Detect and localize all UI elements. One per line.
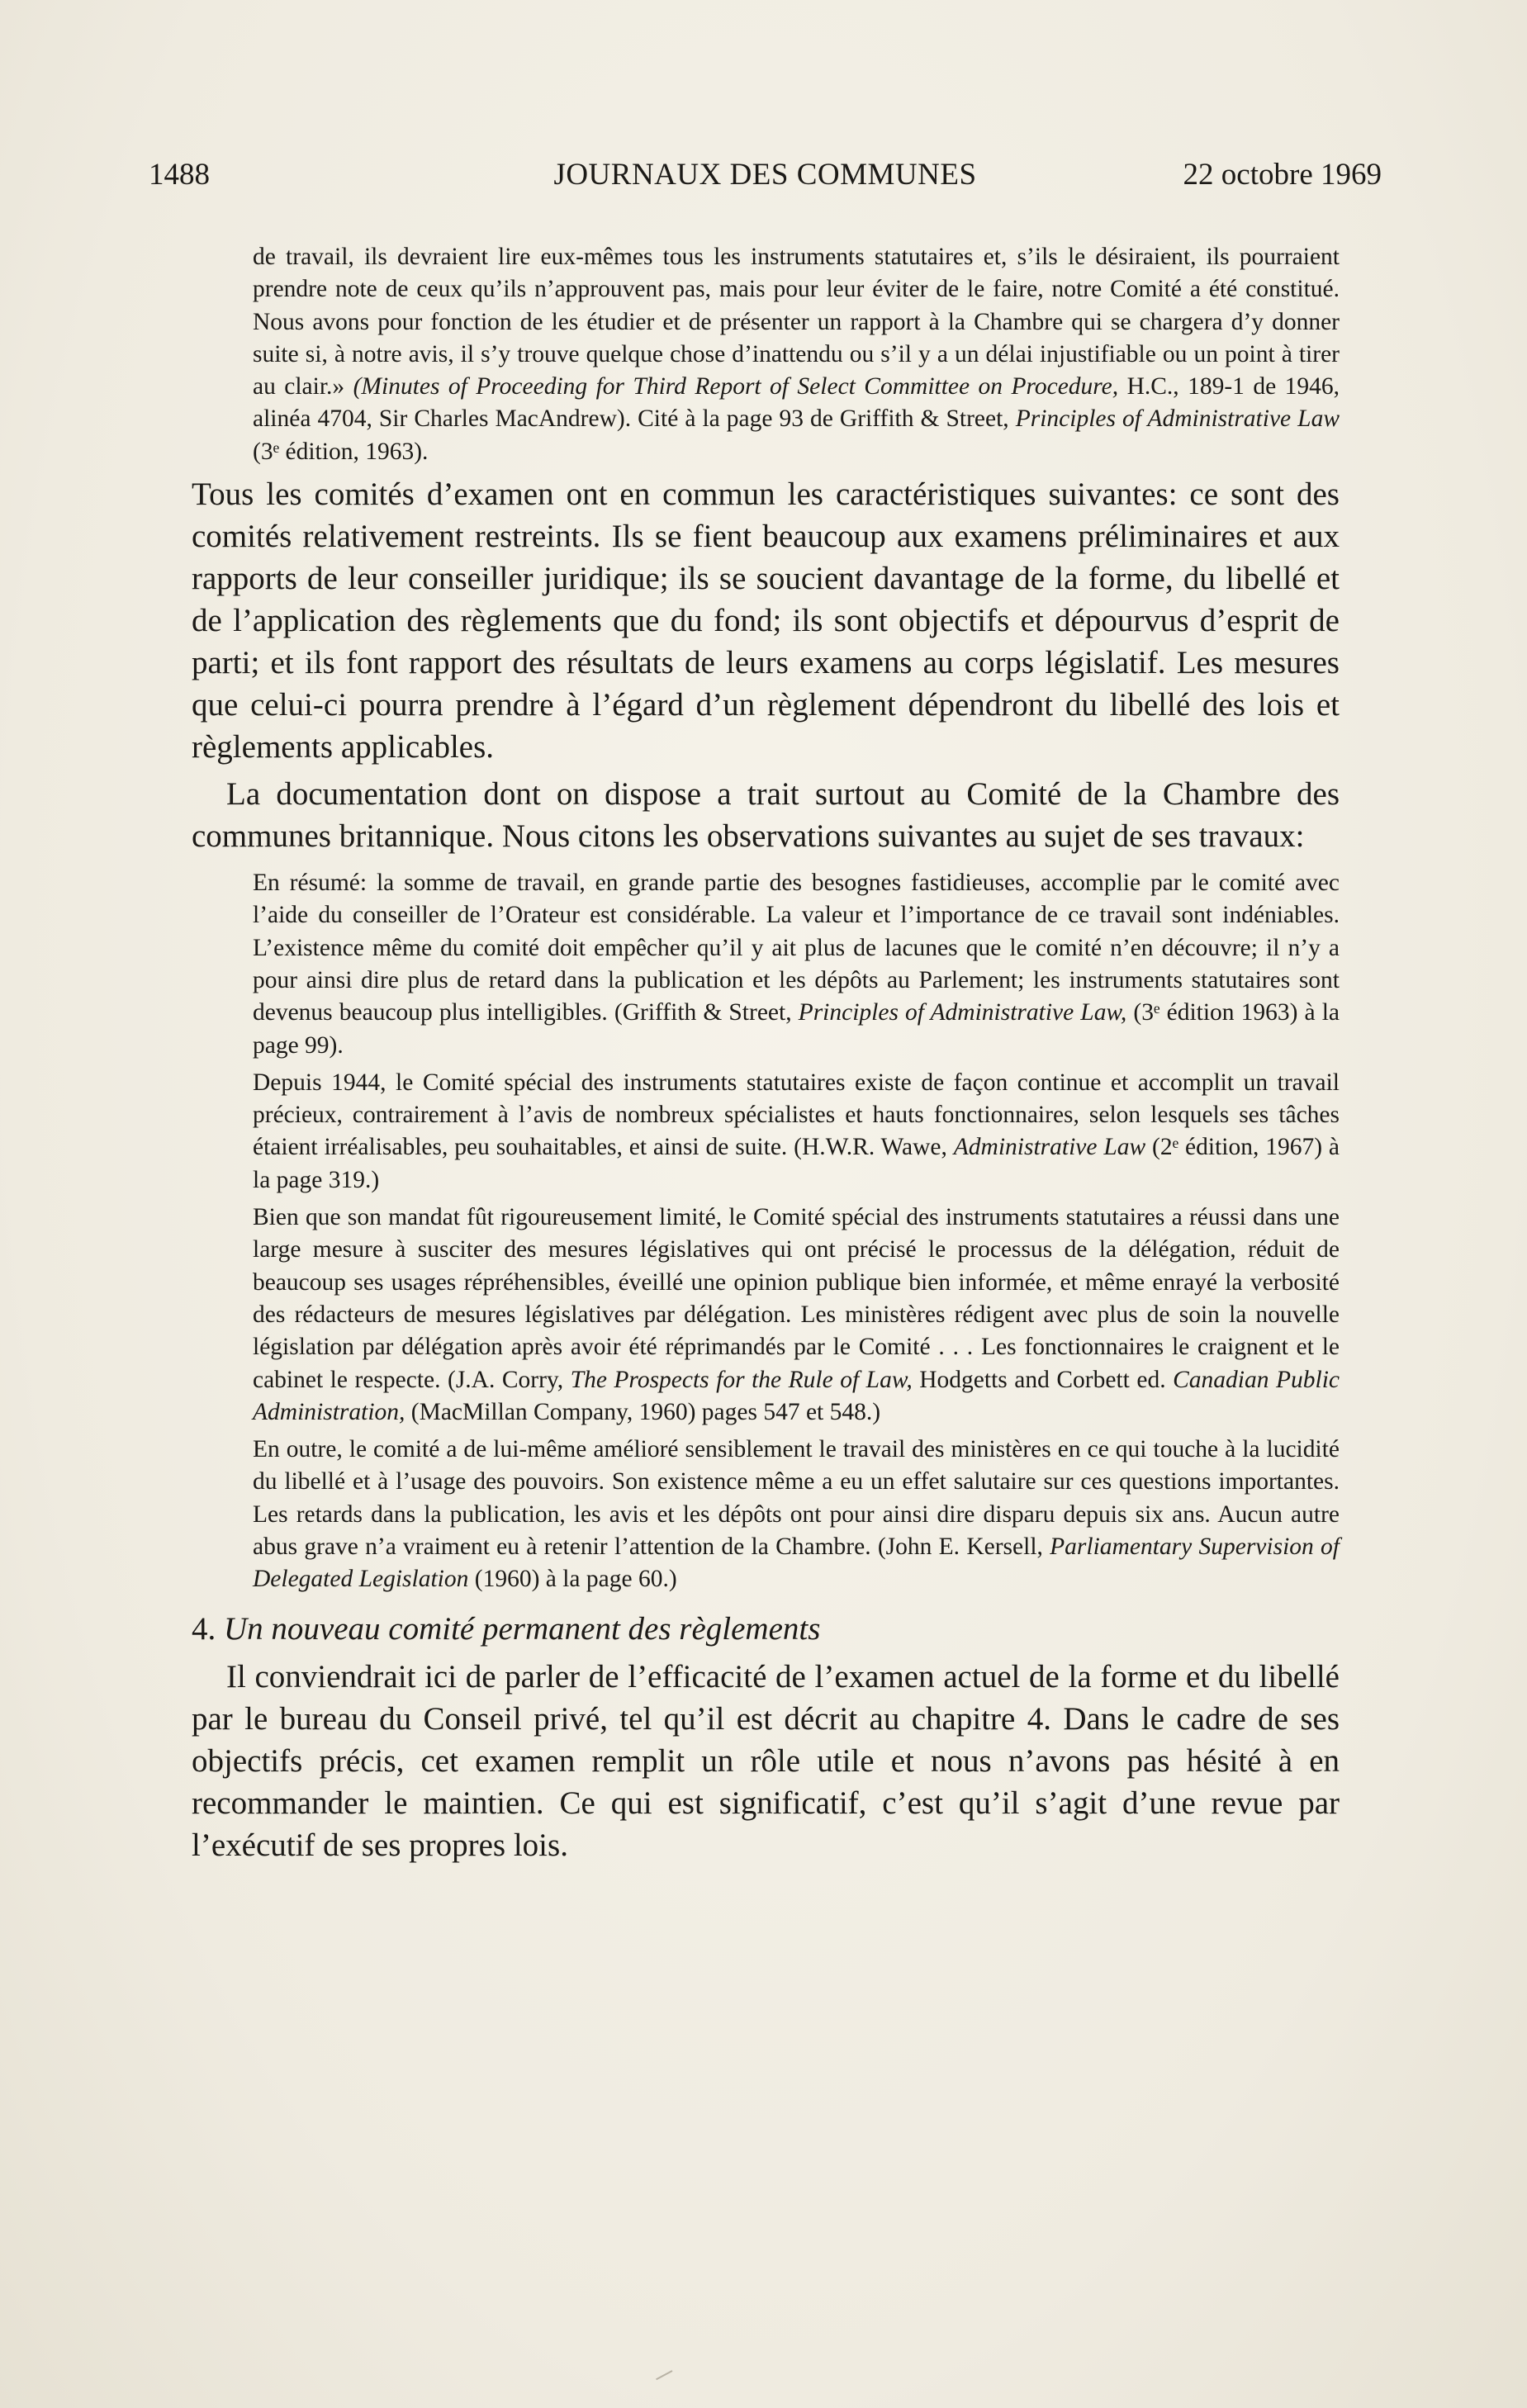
quote-3-italic-1: The Prospects for the Rule of Law, bbox=[570, 1366, 913, 1393]
quote-2 bbox=[253, 1067, 1340, 1197]
quote-1-italic: Principles of Administrative Law, bbox=[798, 999, 1127, 1026]
quote-4-text: En outre, le comité a de lui-même amélioré sensiblement le travail des ministères en ce qui touche à la lucidité du libellé et à l’usage des pouvoirs. Son existence même a eu un effet salutaire sur ces questions importantes. Les retards dans la publication, les avis et les dépôts ont pour ainsi dire disparu depuis six ans. Aucun autre abus grave n’a vraiment eu à retenir l’attention de la Chambre. (John E. Kersell, bbox=[253, 1436, 1340, 1561]
quote-intro-cite2-rest: (3ᵉ édition, 1963). bbox=[253, 438, 429, 465]
paragraph-3: Il conviendrait ici de parler de l’efficacité de l’examen actuel de la forme et du libellé par le bureau du Conseil privé, tel qu’il est décrit au chapitre 4. Dans le cadre de ses objectifs précis, cet examen remplit un rôle utile et nous n’avons pas hésité à en recommander le maintien. Ce qui est significatif, c’est qu’il s’agit d’une revue par l’exécutif de ses propres lois. bbox=[192, 1658, 1340, 1863]
quote-2-italic: Administrative Law bbox=[953, 1134, 1146, 1161]
quote-1 bbox=[253, 867, 1340, 1062]
quote-intro-cite1-italic: (Minutes of Proceeding for Third Report of Select Committee on Procedure, bbox=[353, 373, 1119, 401]
quote-3-italic-2: Canadian Public Administration, bbox=[253, 1366, 1340, 1425]
quote-3-rest: (MacMillan Company, 1960) pages 547 et 548.) bbox=[405, 1398, 881, 1425]
journal-title: JOURNAUX DES COMMUNES bbox=[553, 158, 977, 192]
quote-3 bbox=[253, 1202, 1340, 1429]
page-header bbox=[149, 157, 1382, 198]
quote-intro-text: de travail, ils devraient lire eux-mêmes tous les instruments statutaires et, s’ils le désiraient, ils pourraient prendre note de ceux qu’ils n’approuvent pas, mais pour leur éviter de le faire, notre Comité a été constitué. Nous avons pour fonction de les étudier et de présenter un rapport à la Chambre qui se chargera d’y donner suite si, à notre avis, il s’y trouve quelque chose d’inattendu ou s’il y a un délai injustifiable ou un point à tirer au clair.» bbox=[253, 244, 1340, 401]
quote-4 bbox=[253, 1434, 1340, 1595]
quote-2-rest: (2ᵉ édition, 1967) à la page 319.) bbox=[253, 1134, 1340, 1193]
quote-3-text: Bien que son mandat fût rigoureusement limité, le Comité spécial des instruments statutaires a réussi dans une large mesure à susciter des mesures législatives qui ont précisé le processus de la délégation, réduit de beaucoup ses usages répréhensibles, éveillé une opinion publique bien informée, et même enrayé la verbosité des rédacteurs de mesures législatives par délégation. Les ministères rédigent avec plus de soin la nouvelle législation par délégation après avoir été réprimandés par le Comité . . . Les fonctionnaires le craignent et le cabinet le respecte. (J.A. Corry, bbox=[253, 1204, 1340, 1393]
quote-2-text: Depuis 1944, le Comité spécial des instruments statutaires existe de façon continue et accomplit un travail précieux, contrairement à l’avis de nombreux spécialistes et hauts fonctionnaires, selon lesquels ses tâches étaient irréalisables, peu souhaitables, et ainsi de suite. (H.W.R. Wawe, bbox=[253, 1069, 1340, 1161]
quote-intro bbox=[253, 241, 1340, 468]
page-number: 1488 bbox=[149, 158, 210, 192]
quote-4-italic: Parliamentary Supervision of Delegated Legislation bbox=[253, 1533, 1340, 1593]
section-heading bbox=[192, 1608, 1340, 1651]
paragraph-2: La documentation dont on dispose a trait surtout au Comité de la Chambre des communes britannique. Nous citons les observations suivantes au sujet de ses travaux: bbox=[192, 776, 1340, 855]
quote-3-mid: Hodgetts and Corbett ed. bbox=[912, 1366, 1174, 1393]
paragraph-1: Tous les comités d’examen ont en commun les caractéristiques suivantes: ce sont des comités relativement restreints. Ils se fient beaucoup aux examens préliminaires et aux rapports de leur conseiller juridique; ils se soucient davantage de la forme, du libellé et de l’application des règlements que du fond; ils sont objectifs et dépourvus d’esprit de parti; et ils font rapport des résultats de leurs examens au corps législatif. Les mesures que celui-ci pourra prendre à l’égard d’un règlement dépendront du libellé des lois et règlements applicables. bbox=[192, 476, 1340, 766]
page-body bbox=[192, 241, 1340, 1866]
quote-intro-cite2-italic: Principles of Administrative Law bbox=[1015, 405, 1340, 433]
quote-1-rest: (3ᵉ édition 1963) à la page 99). bbox=[253, 999, 1340, 1059]
quote-intro-cite1-rest: H.C., 189-1 de 1946, alinéa 4704, Sir Charles MacAndrew). Cité à la page 93 de Griffith & Street, bbox=[253, 373, 1340, 433]
pen-mark bbox=[651, 2360, 673, 2380]
section-title: Un nouveau comité permanent des règlements bbox=[224, 1610, 821, 1647]
quote-4-rest: (1960) à la page 60.) bbox=[468, 1566, 677, 1593]
quote-1-text: En résumé: la somme de travail, en grande partie des besognes fastidieuses, accomplie par le comité avec l’aide du conseiller de l’Orateur est considérable. La valeur et l’importance de ce travail sont indéniables. L’existence même du comité doit empêcher qu’il y ait plus de lacunes que le comité n’en découvre; il n’y a pour ainsi dire plus de retard dans la publication et les dépôts au Parlement; les instruments statutaires sont devenus beaucoup plus intelligibles. (Griffith & Street, bbox=[253, 870, 1340, 1026]
section-number: 4. bbox=[192, 1610, 216, 1647]
header-date: 22 octobre 1969 bbox=[1183, 158, 1382, 192]
